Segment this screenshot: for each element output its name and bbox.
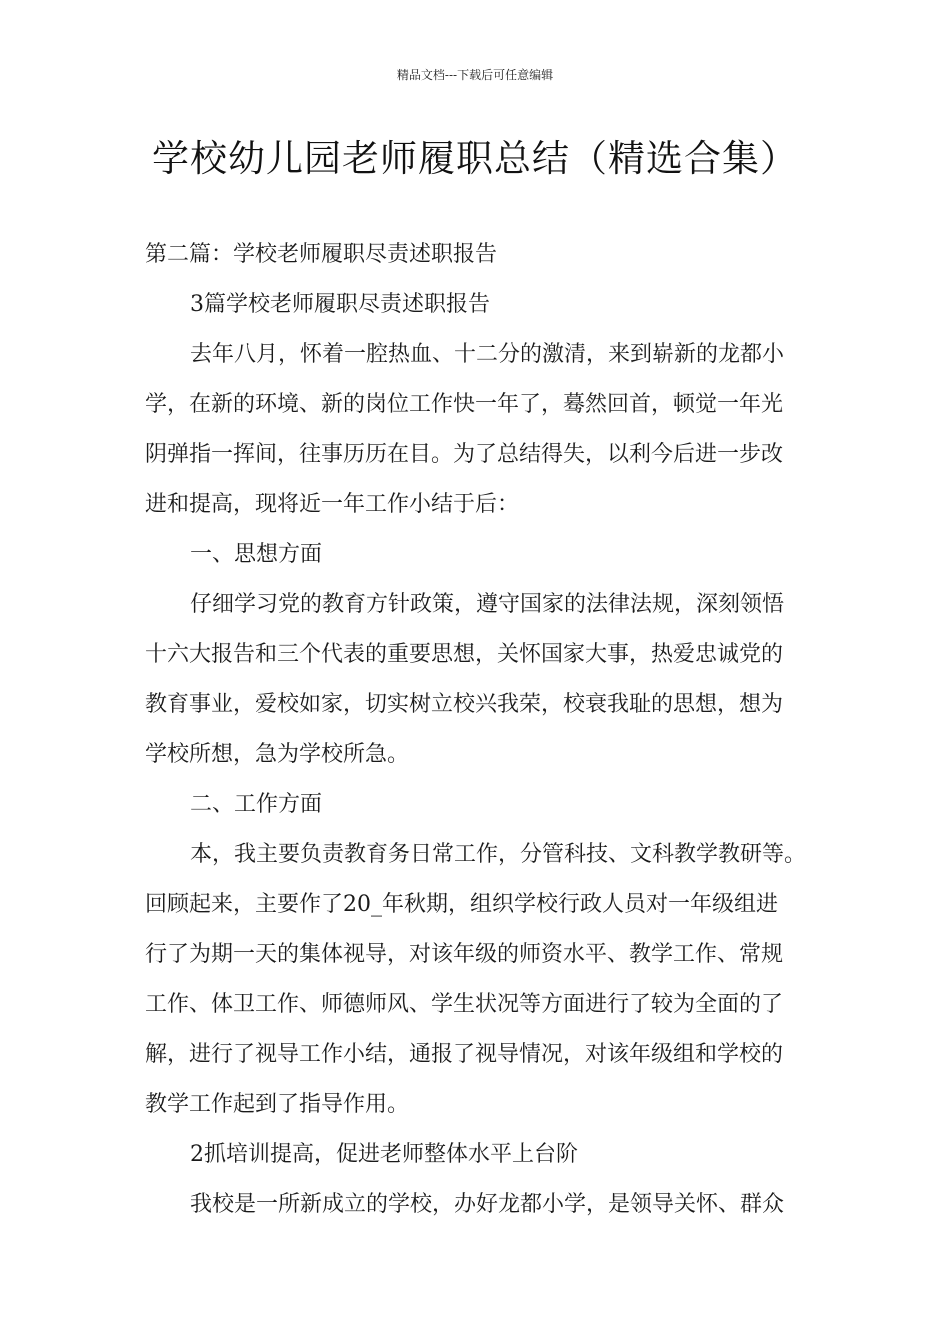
header-note: 精品文档---下载后可任意编辑 [396, 68, 554, 82]
paragraph-line: 仔细学习党的教育方针政策，遵守国家的法律法规，深刻领悟 [190, 592, 785, 617]
paragraph-line: 学校所想，急为学校所急。 [145, 742, 410, 767]
subheading: 3篇学校老师履职尽责述职报告 [190, 292, 490, 317]
document-title: 学校幼儿园老师履职总结（精选合集） [152, 137, 798, 180]
paragraph-line: 工作、体卫工作、师德师风、学生状况等方面进行了较为全面的了 [145, 992, 784, 1017]
subheading: 一、思想方面 [190, 542, 323, 567]
paragraph-line: 阴弹指一挥间，往事历历在目。为了总结得失，以利今后进一步改 [145, 442, 784, 467]
paragraph-line: 教育事业，爱校如家，切实树立校兴我荣，校衰我耻的思想，想为 [145, 692, 784, 717]
paragraph-line: 学，在新的环境、新的岗位工作快一年了，蓦然回首，顿觉一年光 [145, 392, 784, 417]
paragraph-line: 十六大报告和三个代表的重要思想，关怀国家大事，热爱忠诚党的 [145, 642, 784, 667]
paragraph-line: 教学工作起到了指导作用。 [145, 1092, 410, 1117]
paragraph-line: 进和提高，现将近一年工作小结于后： [145, 492, 520, 517]
section-heading: 第二篇：学校老师履职尽责述职报告 [145, 242, 498, 267]
subheading: 2抓培训提高，促进老师整体水平上台阶 [190, 1142, 578, 1167]
paragraph-line: 回顾起来，主要作了20_年秋期，组织学校行政人员对一年级组进 [145, 892, 778, 917]
paragraph-line: 解，进行了视导工作小结，通报了视导情况，对该年级组和学校的 [145, 1042, 784, 1067]
paragraph-line: 我校是一所新成立的学校，办好龙都小学，是领导关怀、群众 [190, 1192, 785, 1217]
paragraph-line: 去年八月，怀着一腔热血、十二分的激清，来到崭新的龙都小 [190, 342, 785, 367]
paragraph-line: 行了为期一天的集体视导，对该年级的师资水平、教学工作、常规 [145, 942, 784, 967]
subheading: 二、工作方面 [190, 792, 323, 817]
paragraph-line: 本，我主要负责教育务日常工作，分管科技、文科教学教研等。 [190, 842, 807, 867]
